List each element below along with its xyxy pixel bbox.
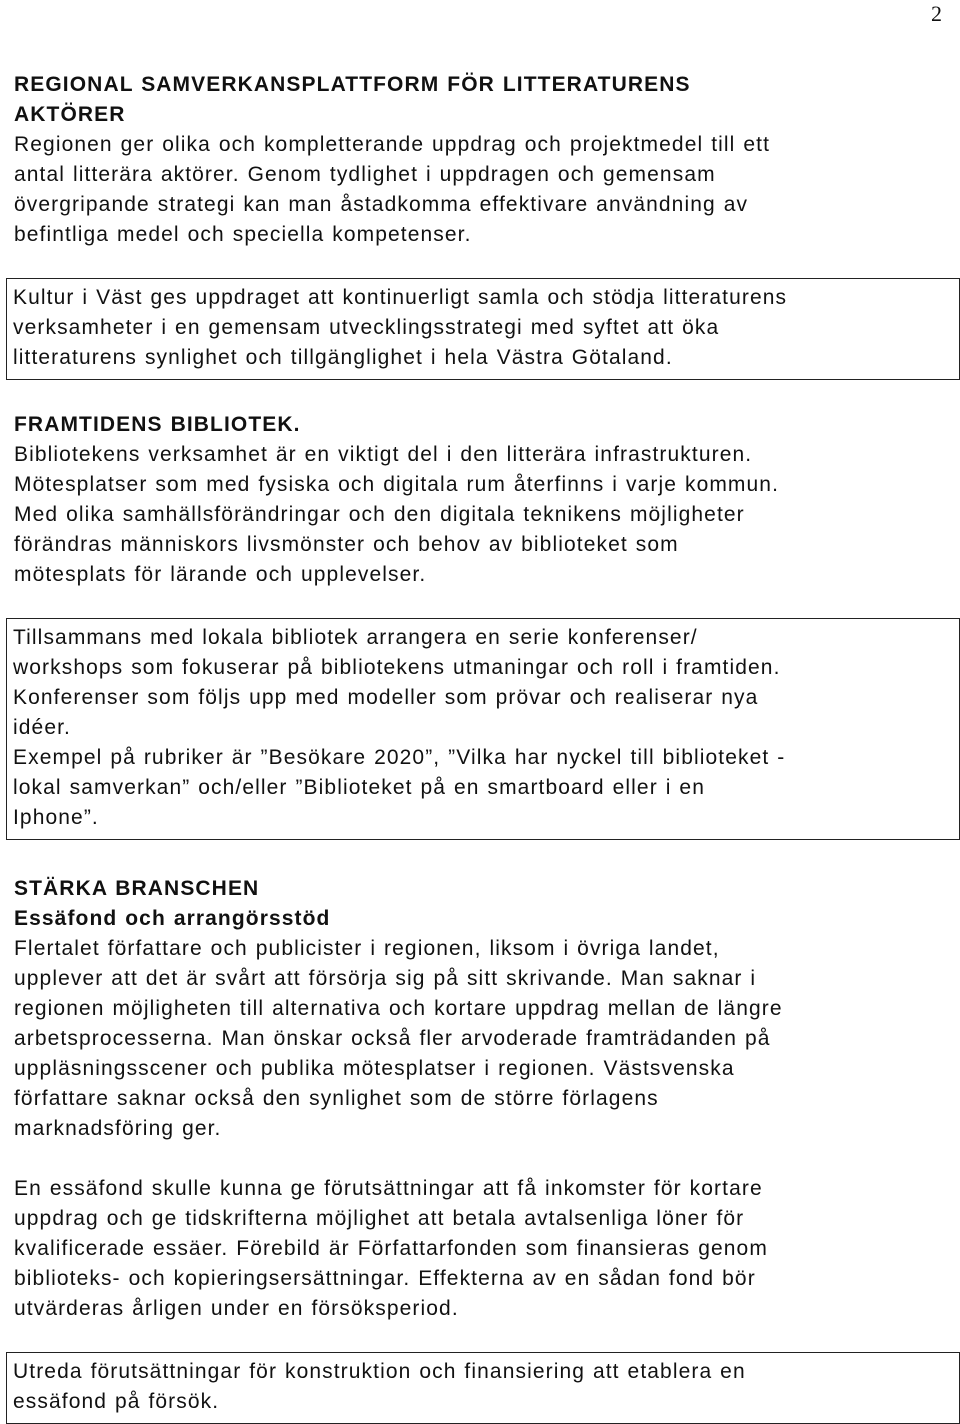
proposal-line: verksamheter i en gemensam utvecklingsstrategi med syftet att öka [13, 316, 720, 339]
paragraph-line: Flertalet författare och publicister i regionen, liksom i övriga landet, [14, 937, 720, 960]
proposal-text [13, 623, 953, 833]
proposal-line: Konferenser som följs upp med modeller som prövar och realiserar nya [13, 686, 759, 709]
section-framtidens-bibliotek [14, 410, 946, 840]
subheading-line: Essäfond och arrangörsstöd [14, 907, 331, 930]
proposal-line: Utreda förutsättningar för konstruktion och finansiering att etablera en [13, 1360, 746, 1383]
section-paragraph [14, 130, 946, 250]
proposal-line: litteraturens synlighet och tillgänglighet i hela Västra Götaland. [13, 346, 673, 369]
paragraph-line: befintliga medel och speciella kompetenser. [14, 223, 472, 246]
proposal-text [13, 1357, 953, 1417]
proposal-line: workshops som fokuserar på bibliotekens utmaningar och roll i framtiden. [13, 656, 781, 679]
proposal-box [6, 618, 960, 840]
paragraph-line: regionen möjligheten till alternativa och kortare uppdrag mellan de längre [14, 997, 783, 1020]
paragraph-line: marknadsföring ger. [14, 1117, 222, 1140]
paragraph-line: arbetsprocesserna. Man önskar också fler arvoderade framträdanden på [14, 1027, 771, 1050]
paragraph-line: Med olika samhällsförändringar och den digitala teknikens möjligheter [14, 503, 745, 526]
proposal-line: Tillsammans med lokala bibliotek arrangera en serie konferenser/ [13, 626, 698, 649]
heading-line: AKTÖRER [14, 103, 126, 126]
paragraph-line: uppläsningsscener och publika mötesplatser i regionen. Västsvenska [14, 1057, 735, 1080]
section-paragraph [14, 934, 946, 1144]
heading-line: STÄRKA BRANSCHEN [14, 877, 260, 900]
paragraph-line: biblioteks- och kopieringsersättningar. Effekterna av en sådan fond bör [14, 1267, 756, 1290]
heading-line: REGIONAL SAMVERKANSPLATTFORM FÖR LITTERATURENS [14, 73, 691, 96]
heading-line: FRAMTIDENS BIBLIOTEK. [14, 413, 301, 436]
paragraph-line: kvalificerade essäer. Förebild är Författarfonden som finansieras genom [14, 1237, 768, 1260]
proposal-box [6, 278, 960, 380]
proposal-line: idéer. [13, 716, 71, 739]
paragraph-line: författare saknar också den synlighet som de större förlagens [14, 1087, 659, 1110]
paragraph-line: En essäfond skulle kunna ge förutsättningar att få inkomster för kortare [14, 1177, 763, 1200]
page-number: 2 [931, 1, 942, 26]
paragraph-line: uppdrag och ge tidskrifterna möjlighet att betala avtalsenliga löner för [14, 1207, 745, 1230]
paragraph-line: utvärderas årligen under en försöksperiod. [14, 1297, 459, 1320]
proposal-line: Kultur i Väst ges uppdraget att kontinuerligt samla och stödja litteraturens [13, 286, 788, 309]
section-starka-branschen [14, 874, 946, 1424]
paragraph-line: Mötesplatser som med fysiska och digitala rum återfinns i varje kommun. [14, 473, 780, 496]
section-paragraph [14, 440, 946, 590]
proposal-text [13, 283, 953, 373]
proposal-box [6, 1352, 960, 1424]
section-heading [14, 410, 946, 440]
proposal-line: Iphone”. [13, 806, 99, 829]
paragraph-line: Bibliotekens verksamhet är en viktigt del i den litterära infrastrukturen. [14, 443, 753, 466]
proposal-line: Exempel på rubriker är ”Besökare 2020”, ”Vilka har nyckel till biblioteket - [13, 746, 786, 769]
section-heading [14, 874, 946, 934]
paragraph-line: antal litterära aktörer. Genom tydlighet i uppdragen och gemensam [14, 163, 716, 186]
paragraph-line: övergripande strategi kan man åstadkomma effektivare användning av [14, 193, 749, 216]
proposal-line: lokal samverkan” och/eller ”Biblioteket på en smartboard eller i en [13, 776, 705, 799]
paragraph-line: förändras människors livsmönster och behov av biblioteket som [14, 533, 679, 556]
section-regional-samverkansplattform [14, 70, 946, 380]
section-heading [14, 70, 946, 130]
proposal-line: essäfond på försök. [13, 1390, 220, 1413]
paragraph-line: Regionen ger olika och kompletterande uppdrag och projektmedel till ett [14, 133, 771, 156]
document-body [14, 70, 946, 1424]
section-paragraph [14, 1174, 946, 1324]
paragraph-line: upplever att det är svårt att försörja sig på sitt skrivande. Man saknar i [14, 967, 757, 990]
paragraph-line: mötesplats för lärande och upplevelser. [14, 563, 427, 586]
